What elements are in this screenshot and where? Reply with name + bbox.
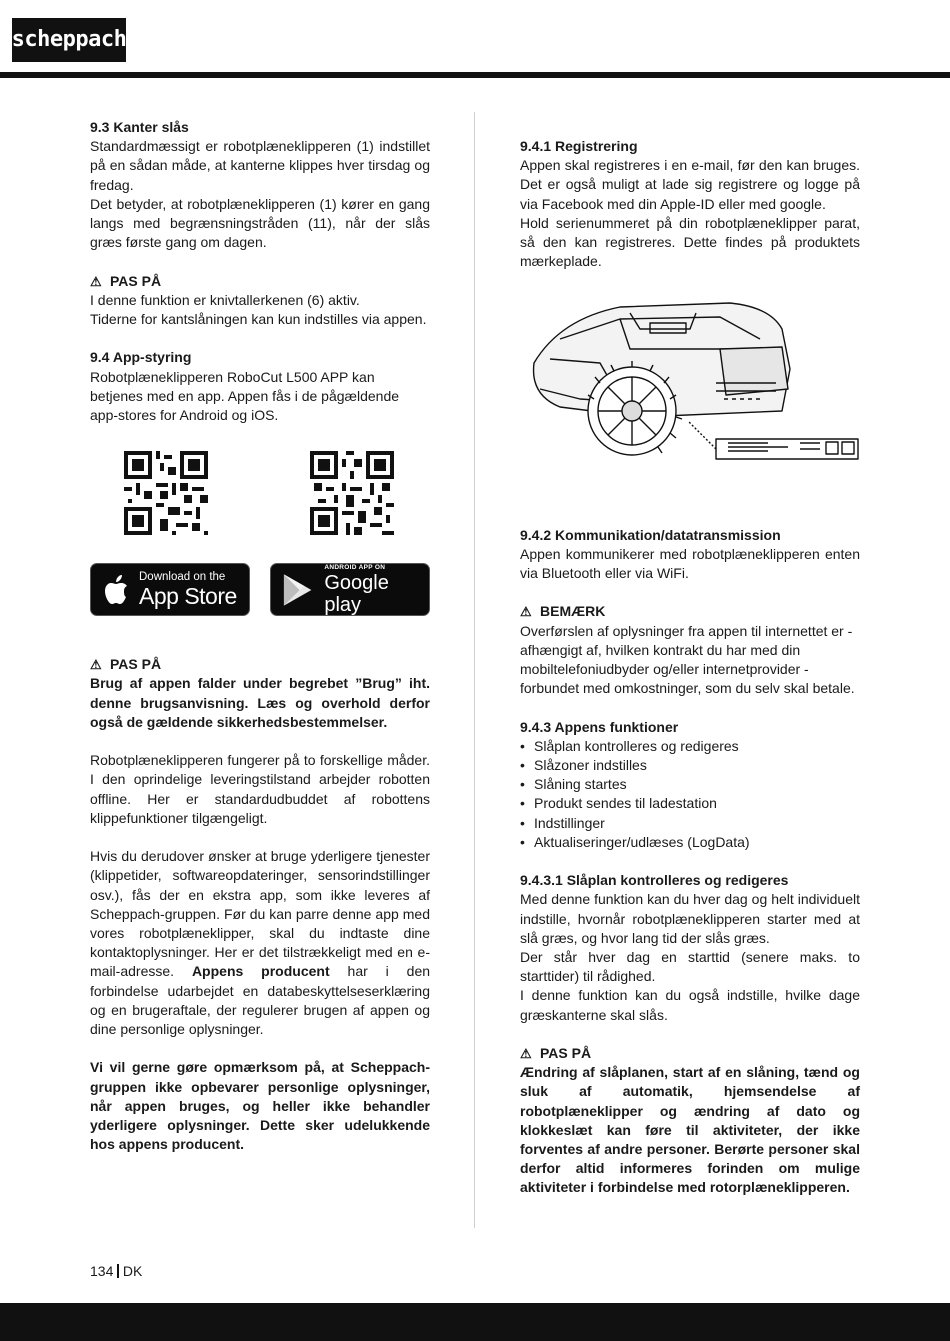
footer-bar bbox=[0, 1303, 950, 1341]
brand-logo bbox=[12, 18, 126, 62]
app-store-small: Download on the bbox=[139, 571, 226, 584]
qr-code-ios bbox=[124, 451, 208, 535]
paragraph: I denne funktion kan du også indstille, hvilke dage græskanterne skal slås. bbox=[520, 987, 860, 1023]
apple-icon bbox=[103, 573, 133, 607]
section-title-9-4-1: 9.4.1 Registrering bbox=[520, 138, 638, 154]
paragraph: Appen kommunikerer med robotplæneklipperen enten via Bluetooth eller via WiFi. bbox=[520, 545, 860, 582]
paragraph: Standardmæssigt er robotplæneklipperen (1) indstillet på en sådan måde, at kanterne klippes hver tirsdag og fredag. bbox=[90, 138, 430, 193]
function-list bbox=[520, 737, 860, 852]
warning-heading bbox=[90, 655, 430, 674]
mower-illustration bbox=[520, 299, 860, 485]
footer-separator bbox=[117, 1264, 119, 1278]
store-badges bbox=[90, 563, 430, 617]
app-store-big: App Store bbox=[139, 583, 237, 610]
list-item: • Slåplan kontrolleres og redigeres bbox=[520, 737, 739, 754]
paragraph: Robotplæneklipperen RoboCut L500 APP kan betjenes med en app. Appen fås i de pågældende app-stores for Android og iOS. bbox=[90, 368, 400, 424]
paragraph: I denne funktion er knivtallerkenen (6) aktiv. bbox=[90, 291, 360, 308]
section-title-9-4-3: 9.4.3 Appens funktioner bbox=[520, 718, 679, 735]
text-run-bold: Appens producent bbox=[191, 963, 330, 980]
list-item-text: Indstillinger bbox=[534, 814, 605, 831]
list-item: • Slåzoner indstilles bbox=[520, 757, 647, 774]
header-rule bbox=[0, 72, 950, 78]
column-divider bbox=[474, 112, 475, 1228]
paragraph: Hold serienummeret på din robotplæneklipper parat, så den kan registreres. Dette findes på produktets mærkeplade. bbox=[520, 214, 860, 270]
paragraph: Der står hver dag en starttid (senere maks. to starttider) til rådighed. bbox=[520, 949, 860, 985]
paragraph: Vi vil gerne gøre opmærksom på, at Scheppach-gruppen ikke opbevarer personlige oplysninger, når appen bruges, og heller ikke behandler yderligere oplysninger. Dette sker udelukkende hos appens producent. bbox=[90, 1059, 430, 1153]
warning-heading bbox=[90, 272, 430, 291]
google-play-small: ANDROID APP ON bbox=[324, 563, 386, 571]
list-item-text: Slåning startes bbox=[534, 776, 627, 793]
list-item: • Produkt sendes til ladestation bbox=[520, 795, 717, 812]
paragraph: Det betyder, at robotplæneklipperen (1) kører en gang langs med begrænsningstråden (11), når der slås græs første gang om dagen. bbox=[90, 195, 430, 251]
list-item: • Indstillinger bbox=[520, 814, 605, 831]
app-store-badge[interactable] bbox=[90, 563, 250, 616]
google-play-badge[interactable] bbox=[270, 563, 430, 616]
qr-code-android bbox=[310, 451, 394, 535]
language-code: DK bbox=[122, 1263, 143, 1279]
paragraph: Appen skal registreres i en e-mail, før den kan bruges. Det er også muligt at lade sig registrere og logge på via Facebook med din Apple-ID eller med google. bbox=[520, 157, 860, 212]
page-number: 134 bbox=[90, 1263, 114, 1279]
brand-logo-text: scheppach bbox=[11, 27, 127, 53]
warning-heading bbox=[520, 1044, 860, 1063]
right-column bbox=[520, 137, 860, 1198]
list-item-text: Slåplan kontrolleres og redigeres bbox=[534, 737, 739, 754]
warning-title: PAS PÅ bbox=[110, 656, 162, 673]
paragraph: Tiderne for kantslåningen kan kun indstilles via appen. bbox=[90, 311, 427, 328]
note-heading bbox=[520, 602, 860, 621]
list-item: • Aktualiseringer/udlæses (LogData) bbox=[520, 833, 750, 850]
qr-codes bbox=[90, 451, 430, 551]
warning-triangle-icon: ⚠ bbox=[520, 604, 532, 620]
warning-title: PAS PÅ bbox=[540, 1045, 592, 1062]
warning-triangle-icon: ⚠ bbox=[90, 273, 102, 289]
list-item: • Slåning startes bbox=[520, 776, 627, 793]
section-title-9-3: 9.3 Kanter slås bbox=[90, 119, 189, 135]
left-column bbox=[90, 118, 430, 1154]
note-title: BEMÆRK bbox=[540, 603, 606, 620]
section-title-9-4-2: 9.4.2 Kommunikation/datatransmission bbox=[520, 526, 781, 543]
section-title-9-4: 9.4 App-styring bbox=[90, 349, 192, 366]
google-play-big: Google play bbox=[324, 571, 389, 616]
text-run: Hvis du derudover ønsker at bruge yderligere tjenester (klippetider, softwareopdateringer, sensorindstillinger osv.), fås der en ekstra app, som ikke leveres af Scheppach-gruppen. Før du kan parre denne app med vores robotplæneklipper, skal du indtaste dine kontaktoplysninger. Her er det tilstrækkeligt med en e-mail-adresse. bbox=[90, 848, 430, 980]
paragraph: Med denne funktion kan du hver dag og helt individuelt indstille, hvornår robotplæneklipperen starter med at slå græs, og hvor lang tid der slås græs. bbox=[520, 891, 860, 946]
section-title-9-4-3-1: 9.4.3.1 Slåplan kontrolleres og redigeres bbox=[520, 872, 789, 889]
paragraph: Robotplæneklipperen fungerer på to forskellige måder. I den oprindelige leveringstilstand arbejder robotten offline. Her er standardudbuddet af robottens klippefunktioner tilgængeligt. bbox=[90, 752, 430, 826]
paragraph: Brug af appen falder under begrebet ”Brug” iht. denne brugsanvisning. Læs og overhold derfor også de gældende sikkerhedsbestemmelser. bbox=[90, 675, 430, 730]
paragraph: Overførslen af oplysninger fra appen til internettet er - afhængigt af, hvilken kontrakt du har med din mobiltelefoniudbyder og/eller internetprovider - forbundet med omkostninger, som du selv skal betale. bbox=[520, 622, 855, 697]
warning-triangle-icon: ⚠ bbox=[90, 657, 102, 673]
paragraph: Ændring af slåplanen, start af en slåning, tænd og sluk af automatik, hjemsendelse af robotplæneklipper og ændring af dato og klokkeslæt kan føre til aktiviteter, der ikke forventes af andre personer. Berørte personer skal derfor altid informeres forinden om mulige aktiviteter i forbindelse med rotorplæneklipperen. bbox=[520, 1064, 860, 1196]
google-play-icon bbox=[281, 572, 314, 608]
list-item-text: Aktualiseringer/udlæses (LogData) bbox=[534, 833, 750, 850]
page-footer bbox=[90, 1262, 142, 1281]
text-run: har i den forbindelse udarbejdet en databeskyttelseserklæring og en brugeraftale, der regulerer brugen af appen og dine personlige oplysninger. bbox=[90, 963, 431, 1038]
warning-triangle-icon: ⚠ bbox=[520, 1046, 532, 1062]
warning-title: PAS PÅ bbox=[110, 272, 162, 289]
list-item-text: Produkt sendes til ladestation bbox=[534, 795, 717, 812]
paragraph bbox=[90, 847, 430, 1039]
list-item-text: Slåzoner indstilles bbox=[534, 757, 647, 774]
